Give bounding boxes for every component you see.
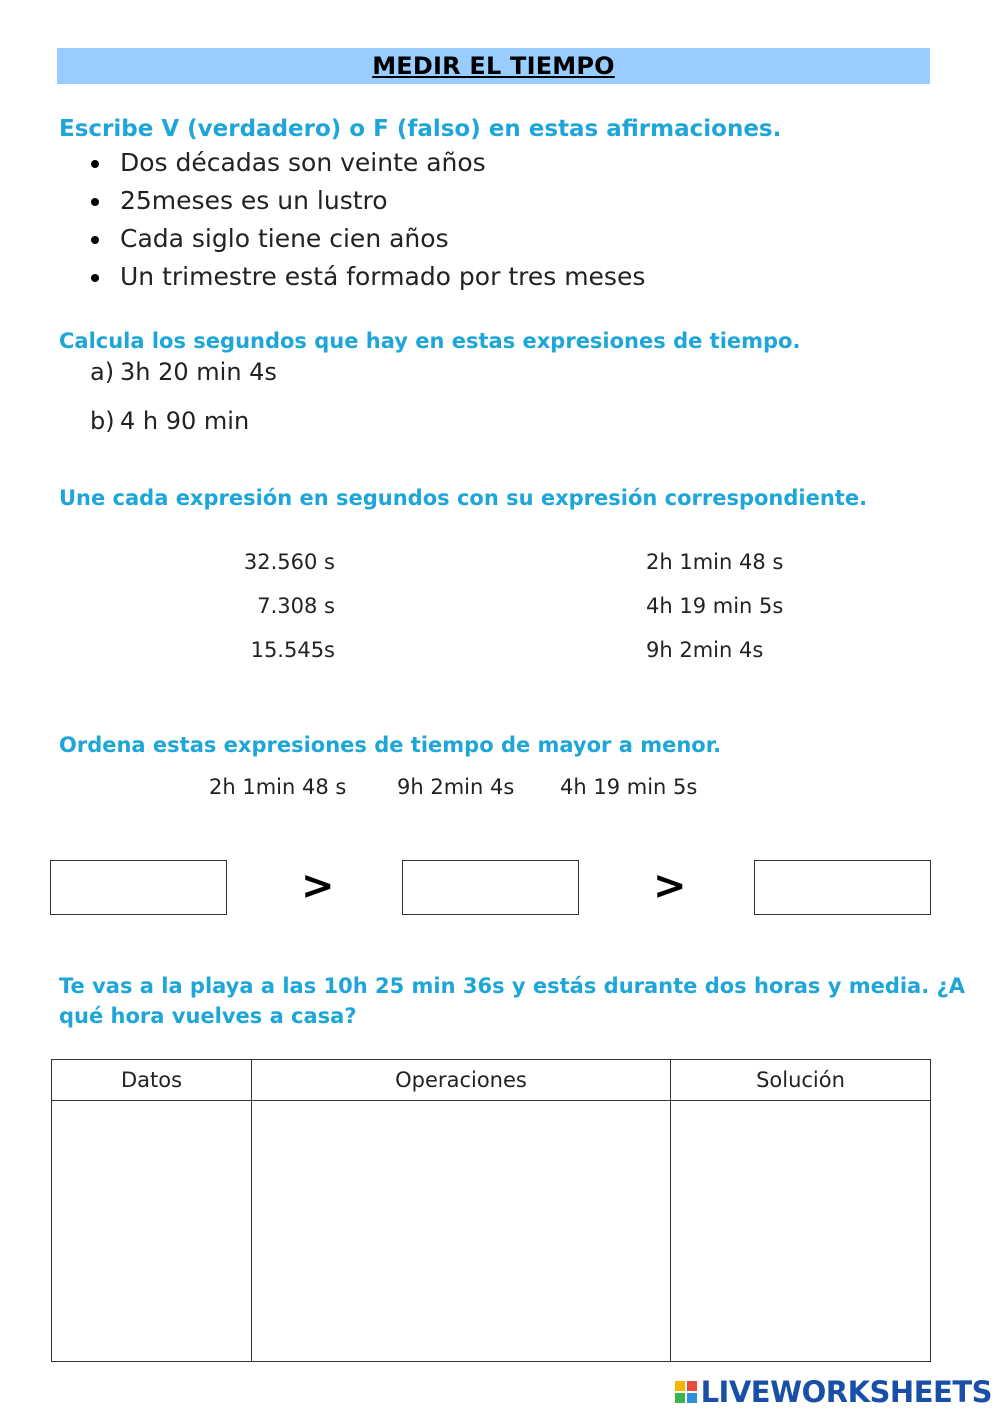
bullet-icon <box>91 160 99 168</box>
column-header-operaciones: Operaciones <box>252 1060 671 1101</box>
list-item: Cada siglo tiene cien años <box>90 222 645 260</box>
order-expression: 2h 1min 48 s <box>209 775 347 799</box>
greater-than-sign: > <box>653 863 687 909</box>
section5-heading-line1: Te vas a la playa a las 10h 25 min 36s y estás durante dos horas y media. ¿A <box>59 974 965 998</box>
section5-heading-line2: qué hora vuelves a casa? <box>59 1004 357 1028</box>
item-text: 3h 20 min 4s <box>120 358 277 386</box>
solucion-cell[interactable] <box>671 1101 931 1362</box>
item-label: b) <box>90 407 115 435</box>
item-text: 4 h 90 min <box>120 407 250 435</box>
section1-heading: Escribe V (verdadero) o F (falso) en estas afirmaciones. <box>59 116 782 142</box>
liveworksheets-logo <box>675 1375 992 1409</box>
bullet-icon <box>91 274 99 282</box>
list-item: 25meses es un lustro <box>90 184 645 222</box>
bullet-icon <box>91 236 99 244</box>
seconds-value[interactable]: 32.560 s <box>243 550 335 574</box>
brand-name: LIVEWORKSHEETS <box>700 1375 992 1409</box>
item-label: a) <box>90 358 115 386</box>
order-expression: 9h 2min 4s <box>397 775 515 799</box>
exercise-b <box>90 407 249 435</box>
list-item: Dos décadas son veinte años <box>90 146 645 184</box>
column-header-datos: Datos <box>52 1060 252 1101</box>
list-item: Un trimestre está formado por tres meses <box>90 260 645 298</box>
time-expression[interactable]: 2h 1min 48 s <box>646 550 784 574</box>
operaciones-cell[interactable] <box>252 1101 671 1362</box>
section4-heading: Ordena estas expresiones de tiempo de mayor a menor. <box>59 733 722 757</box>
solution-table <box>51 1059 931 1362</box>
seconds-value[interactable]: 15.545s <box>250 638 335 662</box>
true-false-list <box>90 146 645 298</box>
datos-cell[interactable] <box>52 1101 252 1362</box>
answer-box-2[interactable] <box>402 860 579 915</box>
bullet-icon <box>91 198 99 206</box>
title-bar <box>57 48 930 84</box>
time-expression[interactable]: 4h 19 min 5s <box>646 594 784 618</box>
section3-heading: Une cada expresión en segundos con su expresión correspondiente. <box>59 486 868 510</box>
greater-than-sign: > <box>301 863 335 909</box>
column-header-solucion: Solución <box>671 1060 931 1101</box>
answer-box-1[interactable] <box>50 860 227 915</box>
page-title: MEDIR EL TIEMPO <box>372 52 615 80</box>
seconds-value[interactable]: 7.308 s <box>257 594 335 618</box>
section2-heading: Calcula los segundos que hay en estas expresiones de tiempo. <box>59 329 801 353</box>
order-expression: 4h 19 min 5s <box>560 775 698 799</box>
time-expression[interactable]: 9h 2min 4s <box>646 638 764 662</box>
exercise-a <box>90 358 277 386</box>
answer-box-3[interactable] <box>754 860 931 915</box>
logo-blocks-icon <box>675 1381 697 1403</box>
